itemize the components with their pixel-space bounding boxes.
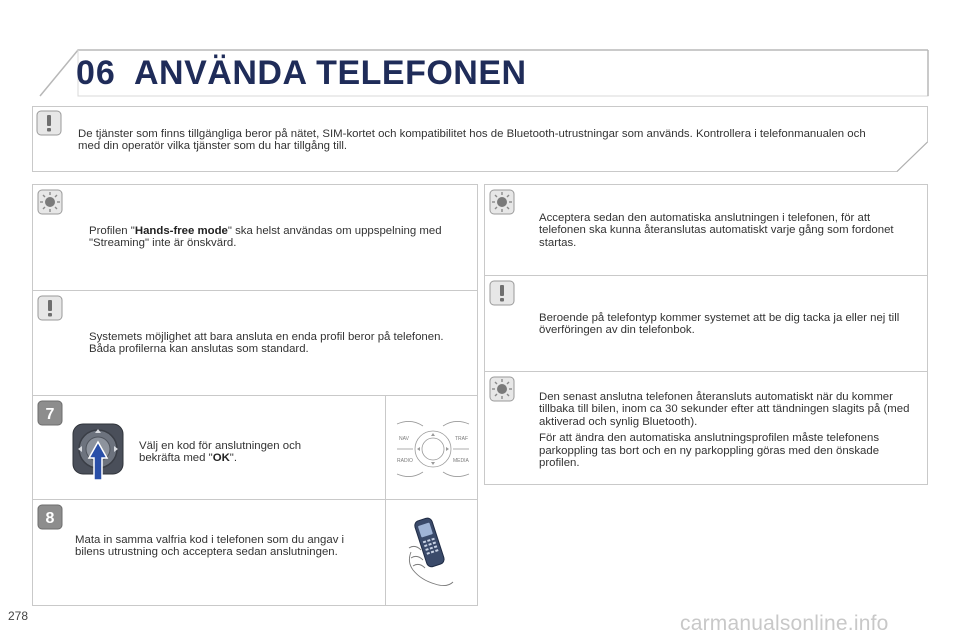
step-8-text: Mata in samma valfria kod i telefonen som du angav i bilens utrustning och acceptera sedan anslutningen. (75, 534, 345, 559)
step-7-separator (385, 396, 386, 499)
top-note-text: De tjänster som finns tillgängliga beror på nätet, SIM-kortet och kompatibilitet hos de Bluetooth-utrustningar som används. Kontrollera i telefonmanualen och med din operatör vilka tjänster som du har tillgång till. (78, 128, 866, 153)
warning-profile-text: Systemets möjlighet att bara ansluta en enda profil beror på telefonen. Båda profilerna kan anslutas som standard. (89, 331, 444, 356)
step-7-row (33, 395, 477, 499)
watermark: carmanualsonline.info (680, 612, 889, 635)
top-note-panel (32, 106, 928, 172)
step-7-pre: Välj en kod för anslutningen och bekräfta med " (139, 440, 302, 465)
warning-icon (37, 295, 63, 321)
lightbulb-icon (489, 189, 515, 215)
warning-profile-row (33, 290, 477, 395)
left-column (32, 184, 478, 606)
tip-hands-free-post: " ska helst användas om uppspelning med "Streaming" inte är önskvärd. (89, 225, 442, 250)
tip-auto-connect-row (485, 185, 927, 275)
step-7-post: ". (229, 452, 238, 465)
page-number: 278 (8, 609, 29, 623)
media-label: MEDIA (453, 458, 469, 464)
control-knob-illustration (69, 420, 129, 484)
phone-in-hand-drawing (401, 508, 465, 592)
tip-reconnect-row (485, 371, 927, 484)
lightbulb-icon (37, 189, 63, 215)
chapter-number: 06 (76, 54, 116, 92)
radio-label: RADIO (397, 458, 413, 464)
tip-hands-free-row (33, 185, 477, 290)
step-7-text (139, 440, 339, 465)
tip-hands-free-pre: Profilen " (89, 225, 135, 237)
tip-auto-connect-text: Acceptera sedan den automatiska anslutningen i telefonen, för att telefonen ska kunna återanslutas automatiskt varje gång som fordonet startas. (539, 212, 894, 249)
warning-phonebook-row (485, 275, 927, 371)
warning-phonebook-text: Beroende på telefontyp kommer systemet att be dig tacka ja eller nej till överföringen av din telefonbok. (539, 312, 900, 337)
tip-hands-free-text (89, 225, 465, 250)
ok-label: OK (212, 452, 230, 465)
step-8-separator (385, 500, 386, 605)
step-8-row (33, 499, 477, 605)
step-8-badge (37, 504, 63, 530)
lightbulb-icon (489, 376, 515, 402)
tip-reconnect-para-1: Den senast anslutna telefonen återansluts automatiskt när du kommer tillbaka till bilen, inom ca 30 sekunder efter att tändningen slagits på (med aktiverad och synlig Bluetooth). (539, 391, 910, 428)
step-7-number: 7 (45, 406, 55, 423)
tip-reconnect-para-2: För att ändra den automatiska anslutningsprofilen måste telefonens parkoppling tas bort och en ny parkoppling göras med den önskade profilen. (539, 432, 880, 470)
hands-free-mode-label: Hands-free mode (134, 225, 228, 237)
chapter-title: ANVÄNDA TELEFONEN (134, 54, 527, 92)
right-column (484, 184, 928, 485)
control-panel-drawing (393, 416, 473, 482)
nav-label: NAV (399, 436, 409, 442)
warning-icon (489, 280, 515, 306)
step-7-badge (37, 400, 63, 426)
traf-label: TRAF (455, 436, 469, 442)
warning-icon (36, 110, 62, 136)
tip-reconnect-text (539, 391, 917, 469)
step-8-number: 8 (45, 510, 55, 527)
